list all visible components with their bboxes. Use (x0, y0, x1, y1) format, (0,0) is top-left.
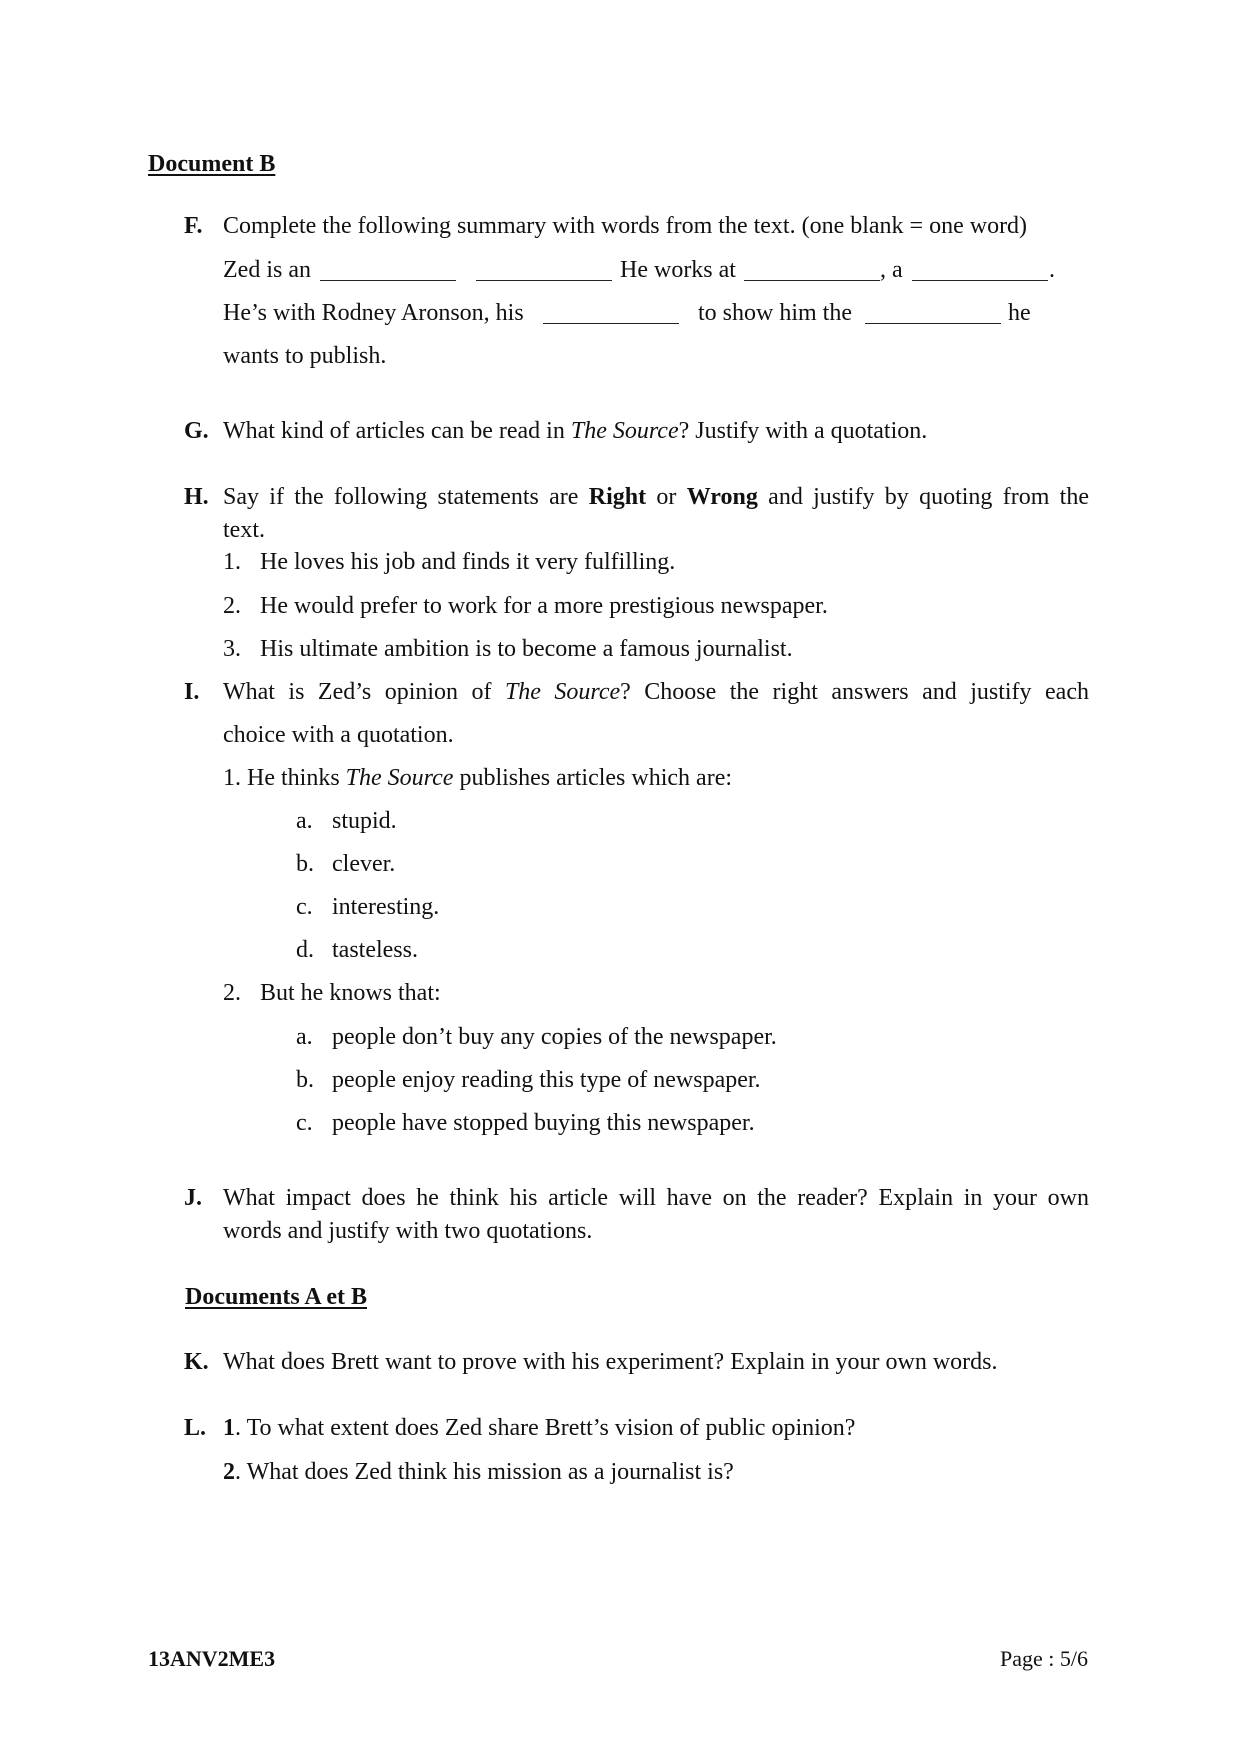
h-item-1-text: He loves his job and finds it very fulfilling. (260, 549, 676, 575)
f-blank-3[interactable] (744, 280, 880, 281)
i-opt2-c-letter: c. (296, 1110, 313, 1136)
f-line2-text1: He’s with Rodney Aronson, his (223, 300, 524, 326)
question-g-label: G. (184, 418, 209, 444)
question-k-label: K. (184, 1349, 209, 1375)
f-blank-2[interactable] (476, 280, 612, 281)
f-blank-4[interactable] (912, 280, 1048, 281)
footer-code: 13ANV2ME3 (148, 1646, 276, 1671)
i-opt1-c-text: interesting. (332, 894, 440, 920)
i-sub1: 1. He thinks The Source publishes articles which are: (223, 765, 733, 791)
question-f-instruction: Complete the following summary with words from the text. (one blank = one word) (223, 213, 1028, 239)
f-line1-text3: , a (880, 257, 903, 283)
question-j-label: J. (184, 1185, 202, 1211)
f-line1-text1: Zed is an (223, 257, 311, 283)
question-l-label: L. (184, 1415, 207, 1441)
question-j-line2: words and justify with two quotations. (223, 1218, 593, 1244)
i-opt1-a-text: stupid. (332, 808, 397, 834)
question-g-text: What kind of articles can be read in The Source? Justify with a quotation. (223, 418, 928, 444)
f-blank-5[interactable] (543, 323, 679, 324)
i-opt1-a-letter: a. (296, 808, 313, 834)
i-opt2-b-letter: b. (296, 1067, 314, 1093)
f-line1-text4: . (1049, 257, 1055, 283)
l-q1: 1. To what extent does Zed share Brett’s vision of public opinion? (223, 1415, 856, 1441)
question-i-line1: What is Zed’s opinion of The Source? Choose the right answers and justify each (223, 679, 1089, 705)
question-i-line2: choice with a quotation. (223, 722, 454, 748)
i-opt2-a-text: people don’t buy any copies of the newspaper. (332, 1024, 777, 1050)
f-line2-text2: to show him the (698, 300, 852, 326)
i-opt1-c-letter: c. (296, 894, 313, 920)
footer-page-number: Page : 5/6 (1000, 1646, 1088, 1671)
i-opt1-b-letter: b. (296, 851, 314, 877)
question-h-line1: Say if the following statements are Right or Wrong and justify by quoting from the (223, 484, 1089, 510)
question-h-line2: text. (223, 517, 265, 543)
h-item-2-num: 2. (223, 593, 241, 619)
question-f-label: F. (184, 213, 203, 239)
f-blank-1[interactable] (320, 280, 456, 281)
i-sub2-text: But he knows that: (260, 980, 441, 1006)
i-opt1-b-text: clever. (332, 851, 396, 877)
section-heading-document-b: Document B (148, 151, 276, 177)
question-h-label: H. (184, 484, 209, 510)
h-item-2-text: He would prefer to work for a more prestigious newspaper. (260, 593, 828, 619)
i-opt1-d-text: tasteless. (332, 937, 418, 963)
question-k-text: What does Brett want to prove with his experiment? Explain in your own words. (223, 1349, 998, 1375)
i-opt2-a-letter: a. (296, 1024, 313, 1050)
h-item-1-num: 1. (223, 549, 241, 575)
question-j-line1: What impact does he think his article will have on the reader? Explain in your own (223, 1185, 1089, 1211)
i-opt2-c-text: people have stopped buying this newspaper. (332, 1110, 755, 1136)
i-sub2-num: 2. (223, 980, 241, 1006)
section-heading-documents-a-b: Documents A et B (185, 1284, 367, 1310)
question-i-label: I. (184, 679, 200, 705)
f-line1-text2: He works at (620, 257, 736, 283)
i-opt2-b-text: people enjoy reading this type of newspaper. (332, 1067, 761, 1093)
f-line3: wants to publish. (223, 343, 387, 369)
f-blank-6[interactable] (865, 323, 1001, 324)
f-line2-text3: he (1008, 300, 1031, 326)
h-item-3-num: 3. (223, 636, 241, 662)
i-opt1-d-letter: d. (296, 937, 314, 963)
h-item-3-text: His ultimate ambition is to become a famous journalist. (260, 636, 793, 662)
l-q2: 2. What does Zed think his mission as a journalist is? (223, 1459, 734, 1485)
